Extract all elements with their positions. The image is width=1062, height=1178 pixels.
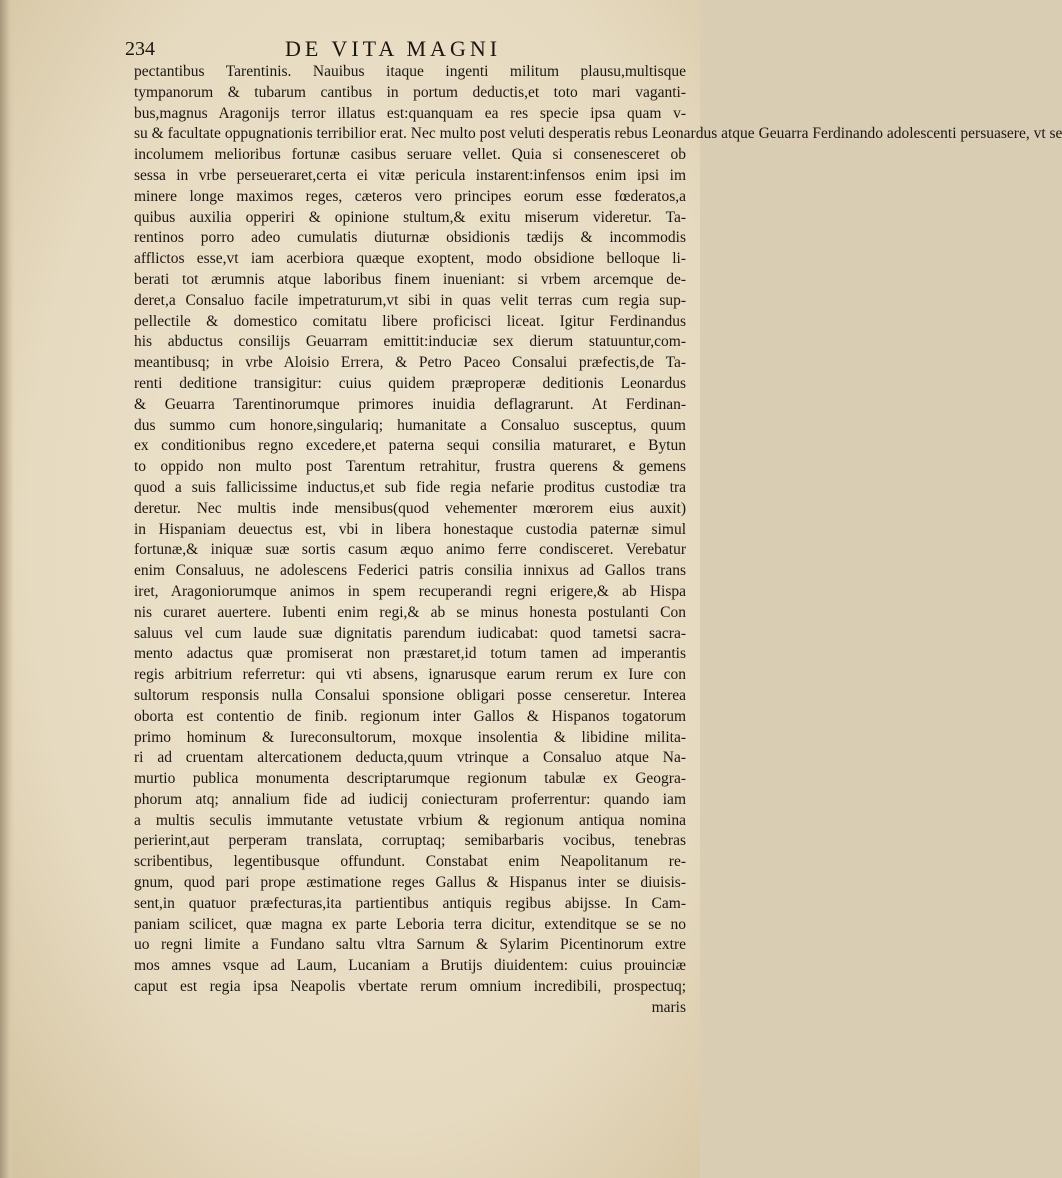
text-line: meantibusq; in vrbe Aloisio Errera, & Petro Paceo Consalui præfectis,de Ta- bbox=[134, 354, 686, 372]
text-line: su & facultate oppugnationis terribilior erat. Nec multo post veluti desperatis rebus Leonardus atque Geuarra Ferdinando adolescenti persuasere, vt se bbox=[134, 125, 1062, 143]
text-line: iret, Aragoniorumque animos in spem recuperandi regni erigere,& ab Hispa bbox=[134, 582, 686, 600]
text-line: deretur. Nec multis inde mensibus(quod vehementer mœrorem eius auxit) bbox=[134, 499, 686, 517]
text-line: nis curaret auertere. Iubenti enim regi,& ab se minus honesta postulanti Con bbox=[134, 603, 686, 621]
text-line: ex conditionibus regno excedere,et paterna sequi consilia maturaret, e Bytun bbox=[134, 437, 686, 455]
text-line: paniam scilicet, quæ magna ex parte Leboria terra dicitur, extenditque se se no bbox=[134, 915, 686, 933]
binding-gutter-shadow bbox=[0, 0, 14, 1178]
text-line: deret,a Consaluo facile impetraturum,vt sibi in quas velit terras cum regia sup- bbox=[134, 291, 686, 309]
text-line: mento adactus quæ promiserat non præstaret,id totum tamen ad imperantis bbox=[134, 645, 686, 663]
text-line: a multis seculis immutante vetustate vrbium & regionum antiqua nomina bbox=[134, 811, 686, 829]
text-line: fortunæ,& iniquæ suæ sortis casum æquo animo ferre condisceret. Verebatur bbox=[134, 541, 686, 559]
text-line: quod a suis fallicissime inductus,et sub fide regia nefarie proditus custodiæ tra bbox=[134, 478, 686, 496]
body-text bbox=[134, 62, 1062, 1019]
text-line: maris bbox=[651, 998, 686, 1016]
text-line: enim Consaluus, ne adolescens Federici patris consilia innixus ad Gallos trans bbox=[134, 562, 686, 580]
text-line: gnum, quod pari prope æstimatione reges Gallus & Hispanus inter se diuisis- bbox=[134, 874, 686, 892]
text-line: pectantibus Tarentinis. Nauibus itaque ingenti militum plausu,multisque bbox=[134, 63, 686, 80]
text-line: berati tot ærumnis atque laboribus finem inueniant: si vrbem arcemque de- bbox=[134, 270, 686, 288]
text-line: ri ad cruentam altercationem deducta,quum vtrinque a Consaluo atque Na- bbox=[134, 749, 686, 767]
text-line: renti deditione transigitur: cuius quidem præproperæ deditionis Leonardus bbox=[134, 374, 686, 392]
text-line: quibus auxilia opperiri & opinione stultum,& exitu miserum videretur. Ta- bbox=[134, 208, 686, 226]
text-line: caput est regia ipsa Neapolis vbertate rerum omnium incredibili, prospectuq; bbox=[134, 978, 686, 996]
running-title: DE VITA MAGNI bbox=[285, 36, 502, 61]
text-line: perierint,aut perperam translata, corruptaq; semibarbaris vocibus, tenebras bbox=[134, 832, 686, 850]
text-line: mos amnes vsque ad Laum, Lucaniam a Brutijs diuidentem: cuius prouinciæ bbox=[134, 957, 686, 975]
text-line: to oppido non multo post Tarentum retrahitur, frustra querens & gemens bbox=[134, 458, 686, 476]
text-line: incolumem melioribus fortunæ casibus seruare vellet. Quia si consenesceret ob bbox=[134, 146, 686, 164]
text-line: oborta est contentio de finib. regionum inter Gallos & Hispanos togatorum bbox=[134, 707, 686, 725]
text-line: in Hispaniam deuectus est, vbi in libera honestaque custodia paternæ simul bbox=[134, 520, 686, 538]
text-line: phorum atq; annalium fide ad iudicij coniecturam proferrentur: quando iam bbox=[134, 790, 686, 808]
page-number: 234 bbox=[125, 38, 155, 60]
text-line: his abductus consilijs Geuarram emittit:induciæ sex dierum statuuntur,com- bbox=[134, 333, 686, 351]
text-line: murtio publica monumenta descriptarumque regionum tabulæ ex Geogra- bbox=[134, 770, 686, 788]
text-line: rentinos porro adeo cumulatis diuturnæ obsidionis tædijs & incommodis bbox=[134, 229, 686, 247]
text-line: regis arbitrium referretur: qui vti absens, ignarusque earum rerum ex Iure con bbox=[134, 666, 686, 684]
text-line: sultorum responsis nulla Consalui sponsione obligari posse censeretur. Interea bbox=[134, 686, 686, 704]
text-line: bus,magnus Aragonijs terror illatus est:quanquam ea res specie ipsa quam v- bbox=[134, 104, 686, 122]
text-line: primo hominum & Iureconsultorum, moxque insolentia & libidine milita- bbox=[134, 728, 686, 746]
text-line: dus summo cum honore,singulariq; humanitate a Consaluo susceptus, quum bbox=[134, 416, 686, 434]
text-line: tympanorum & tubarum cantibus in portum deductis,et toto mari vaganti- bbox=[134, 83, 686, 101]
text-line: scribentibus, legentibusque offundunt. Constabat enim Neapolitanum re- bbox=[134, 853, 686, 871]
text-line: minere longe maximos reges, cæteros vero principes eorum esse fœderatos,a bbox=[134, 187, 686, 205]
text-line: pellectile & domestico comitatu libere proficisci liceat. Igitur Ferdinandus bbox=[134, 312, 686, 330]
text-line: uo regni limite a Fundano saltu vltra Sarnum & Sylarim Picentinorum extre bbox=[134, 936, 686, 954]
text-line: sessa in vrbe perseueraret,certa ei vitæ pericula instarent:infensos enim ipsi im bbox=[134, 166, 686, 184]
text-line: & Geuarra Tarentinorumque primores inuidia deflagrarunt. At Ferdinan- bbox=[134, 395, 686, 413]
text-line: sent,in quatuor præfecturas,ita partientibus antiquis regibus abijsse. In Cam- bbox=[134, 894, 686, 912]
text-line: saluus vel cum laude suæ dignitatis parendum iudicabat: quod tametsi sacra- bbox=[134, 624, 686, 642]
text-line: afflictos esse,vt iam acerbiora quæque exoptent, modo obsidione belloque li- bbox=[134, 250, 686, 268]
